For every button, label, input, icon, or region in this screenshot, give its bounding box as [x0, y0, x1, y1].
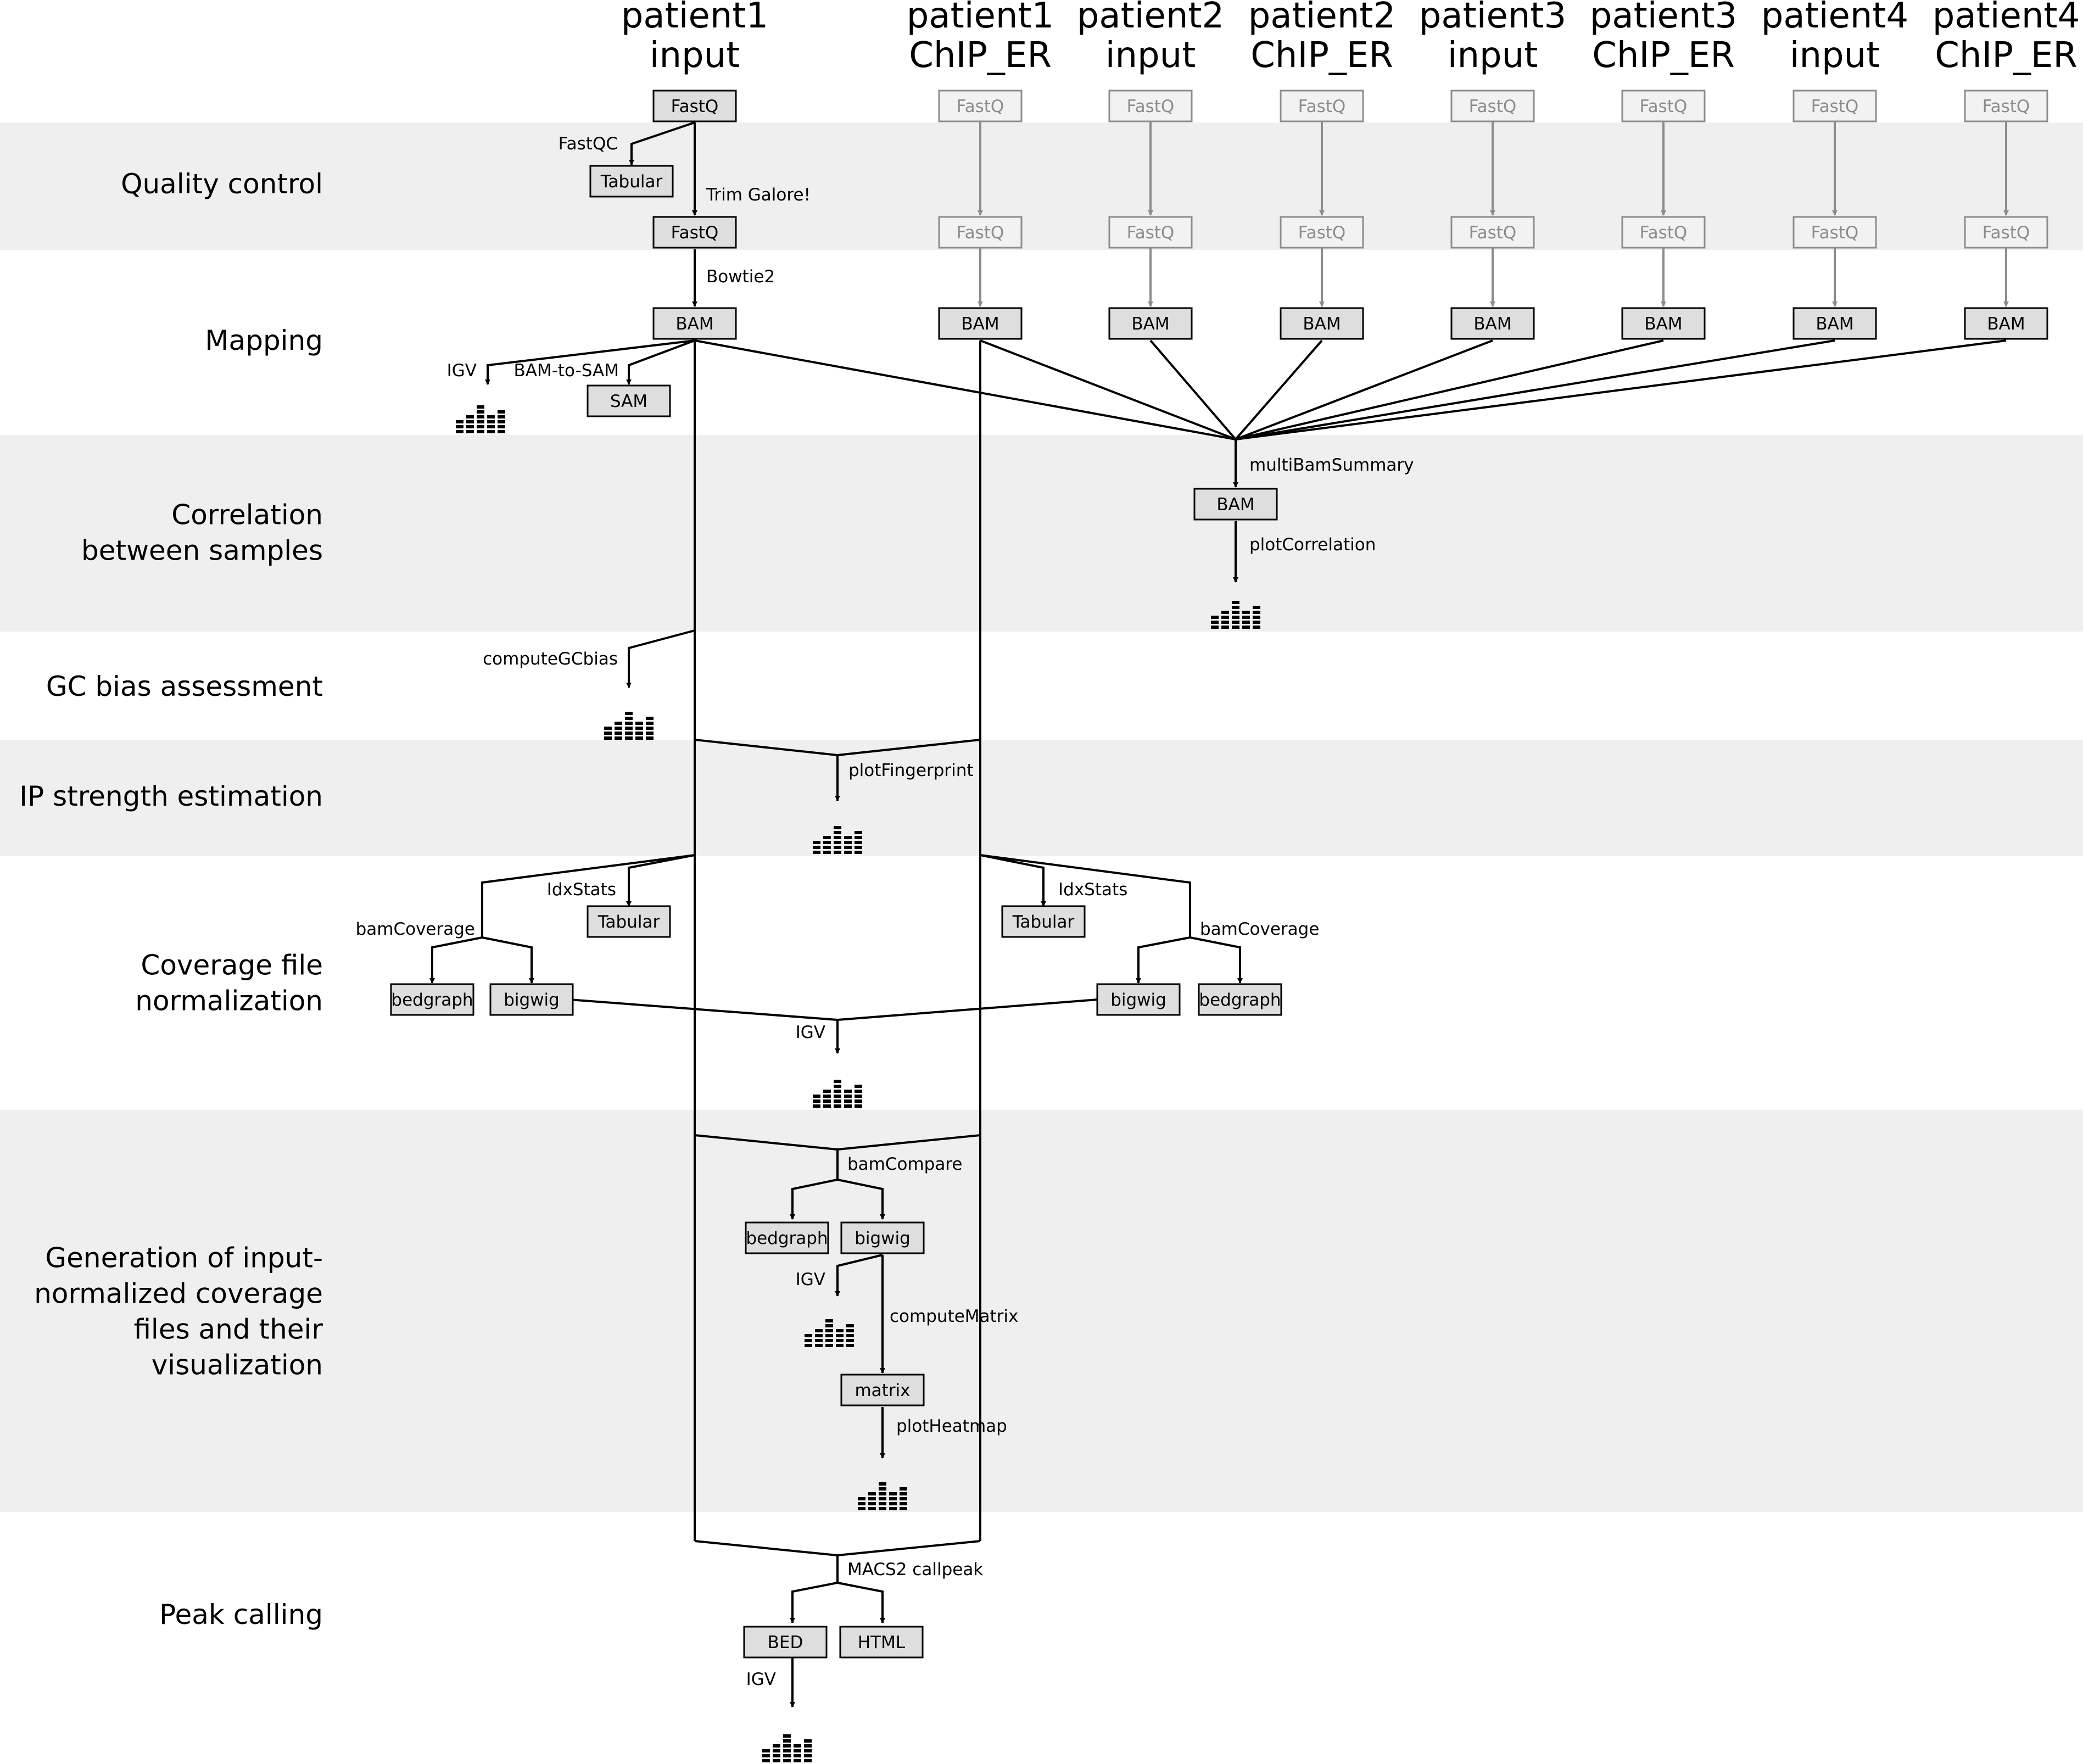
stage-label-coverage: normalization	[135, 985, 323, 1017]
svg-text:BAM: BAM	[1816, 314, 1854, 334]
bam-node	[1451, 308, 1534, 339]
fastq-trimmed-node-faded	[1794, 217, 1876, 248]
svg-text:BAM: BAM	[1303, 314, 1341, 334]
stage-label-inputnorm: normalized coverage	[34, 1277, 323, 1310]
stage-label-inputnorm: files and their	[133, 1313, 323, 1346]
tool-label-igv-peak: IGV	[746, 1670, 776, 1689]
bar-chart-icon	[604, 712, 654, 740]
edge-bamcoverage-to-bedgraph	[432, 937, 482, 983]
column-header-line2: input	[649, 35, 740, 76]
edge-p2chip-to-multibam	[1236, 340, 1322, 439]
svg-text:BAM: BAM	[1987, 314, 2025, 334]
column-header-line1: patient4	[1761, 0, 1909, 36]
edge-macs2-to-bed	[792, 1583, 837, 1623]
svg-text:FastQ: FastQ	[1639, 223, 1688, 243]
fastq-trimmed-node-faded	[1281, 217, 1363, 248]
svg-text:Tabular: Tabular	[597, 912, 660, 932]
edge-p4input-to-multibam	[1236, 340, 1835, 439]
tool-label-bamcoverage-input: bamCoverage	[355, 919, 475, 939]
svg-text:HTML: HTML	[857, 1633, 906, 1653]
svg-text:FastQ: FastQ	[1639, 97, 1688, 116]
svg-text:BAM: BAM	[1644, 314, 1683, 334]
fastq-raw-node-faded	[1451, 91, 1534, 121]
svg-text:BAM: BAM	[1473, 314, 1512, 334]
svg-text:FastQ: FastQ	[1811, 223, 1859, 243]
bam-node	[1622, 308, 1705, 339]
matrix-node	[841, 1375, 924, 1405]
tabular-qc-node	[590, 166, 673, 197]
svg-text:matrix: matrix	[855, 1381, 911, 1400]
svg-text:BED: BED	[767, 1633, 803, 1653]
svg-text:FastQ: FastQ	[1982, 223, 2030, 243]
column-header-line1: patient2	[1076, 0, 1225, 36]
bam-node	[939, 308, 1021, 339]
edge-bamcoverage-chip-to-bigwig	[1138, 937, 1190, 983]
sam-node	[588, 386, 670, 416]
tool-label-idxstats-chip: IdxStats	[1058, 880, 1128, 900]
tool-label-trim-galore: Trim Galore!	[706, 185, 811, 205]
svg-text:FastQ: FastQ	[1298, 223, 1346, 243]
multibam-node	[1194, 489, 1277, 520]
edge-bigwig-input-to-igv	[569, 1000, 837, 1020]
fastq-raw-node-faded	[1622, 91, 1705, 121]
svg-text:FastQ: FastQ	[956, 223, 1004, 243]
tool-label-bam-to-sam: BAM-to-SAM	[513, 361, 619, 381]
idxstats-chip-tabular-node	[1002, 906, 1085, 937]
fastq-raw-node-faded	[1794, 91, 1876, 121]
edge-p2input-to-multibam	[1151, 340, 1236, 439]
edge-p4chip-to-multibam	[1236, 340, 2006, 439]
tool-label-multibamsummary: multiBamSummary	[1249, 455, 1414, 475]
tool-label-bamcoverage-chip: bamCoverage	[1200, 919, 1320, 939]
svg-text:bigwig: bigwig	[1110, 990, 1166, 1010]
edge-macs2-chip	[837, 1541, 980, 1555]
tool-label-igv-compare: IGV	[795, 1270, 825, 1289]
svg-text:bedgraph: bedgraph	[746, 1229, 828, 1248]
edge-bigwig-chip-to-igv	[837, 1000, 1098, 1020]
bam-node	[1965, 308, 2047, 339]
peak-bed-node	[744, 1627, 827, 1657]
stage-label-gcbias: GC bias assessment	[46, 671, 323, 702]
stage-label-inputnorm: Generation of input-	[45, 1242, 323, 1274]
column-header-line1: patient4	[1932, 0, 2080, 36]
svg-text:bedgraph: bedgraph	[1199, 990, 1281, 1010]
svg-text:SAM: SAM	[610, 392, 648, 411]
edge-macs2-input	[695, 1541, 837, 1555]
tool-label-macs2: MACS2 callpeak	[847, 1560, 984, 1579]
fastq-trimmed-node	[654, 217, 736, 248]
svg-text:BAM: BAM	[1216, 495, 1255, 515]
edge-macs2-to-html	[837, 1583, 883, 1623]
column-header-line1: patient3	[1419, 0, 1567, 36]
band-input-normalized	[0, 1110, 2083, 1512]
bedgraph-input-node	[391, 984, 473, 1015]
column-header-line1: patient3	[1589, 0, 1738, 36]
fastq-raw-node-faded	[1281, 91, 1363, 121]
svg-text:FastQ: FastQ	[1982, 97, 2030, 116]
stage-label-correlation: between samples	[81, 534, 323, 567]
edge-p3chip-to-multibam	[1236, 340, 1663, 439]
stage-label-coverage: Coverage file	[141, 949, 323, 981]
fastq-trimmed-node-faded	[939, 217, 1021, 248]
column-header-line1: patient1	[906, 0, 1054, 36]
bam-node	[1109, 308, 1192, 339]
stage-label-inputnorm: visualization	[151, 1349, 323, 1381]
fastq-raw-node	[654, 91, 736, 121]
idxstats-input-tabular-node	[588, 906, 670, 937]
edge-p1input-to-multibam	[695, 340, 1236, 439]
svg-text:FastQ: FastQ	[1126, 223, 1175, 243]
svg-text:bigwig: bigwig	[855, 1229, 911, 1248]
bamcompare-bigwig-node	[841, 1222, 924, 1253]
tool-label-plotheatmap: plotHeatmap	[896, 1416, 1007, 1436]
svg-text:bigwig: bigwig	[504, 990, 560, 1010]
fastq-trimmed-node-faded	[1965, 217, 2047, 248]
bigwig-input-node	[490, 984, 573, 1015]
svg-text:BAM: BAM	[675, 314, 714, 334]
tool-label-igv-mapping: IGV	[446, 361, 477, 381]
stage-label-qc: Quality control	[121, 168, 323, 200]
stage-label-mapping: Mapping	[205, 325, 323, 356]
bam-node	[1281, 308, 1363, 339]
svg-text:FastQ: FastQ	[1468, 223, 1517, 243]
peak-html-node	[840, 1627, 923, 1657]
tool-label-bowtie2: Bowtie2	[706, 267, 775, 287]
tool-label-idxstats-input: IdxStats	[546, 880, 616, 900]
tool-label-igv-coverage: IGV	[795, 1023, 825, 1042]
fastq-trimmed-node-faded	[1109, 217, 1192, 248]
bam-node	[1794, 308, 1876, 339]
svg-text:Tabular: Tabular	[600, 172, 663, 192]
tool-label-bamcompare: bamCompare	[847, 1154, 963, 1174]
stage-label-correlation: Correlation	[171, 499, 323, 531]
tool-label-fastqc: FastQC	[558, 134, 618, 154]
fastq-raw-node-faded	[939, 91, 1021, 121]
fastq-raw-node-faded	[1109, 91, 1192, 121]
column-header-line1: patient2	[1248, 0, 1396, 36]
stage-label-peak: Peak calling	[159, 1599, 323, 1631]
stage-label-ipstrength: IP strength estimation	[19, 780, 323, 812]
tool-label-computegcbias: computeGCbias	[483, 649, 618, 669]
column-header-line2: ChIP_ER	[909, 35, 1052, 76]
edge-p1chip-to-multibam	[980, 340, 1236, 439]
column-header-line1: patient1	[621, 0, 769, 36]
bar-chart-icon	[762, 1734, 812, 1762]
tool-label-plotfingerprint: plotFingerprint	[848, 761, 974, 780]
bar-chart-icon	[456, 405, 505, 433]
tool-label-plotcorrelation: plotCorrelation	[1249, 535, 1376, 555]
column-header-line2: ChIP_ER	[1592, 35, 1735, 76]
column-header-line2: input	[1447, 35, 1538, 76]
sample-column-headers	[621, 0, 2080, 76]
bamcompare-bedgraph-node	[746, 1222, 828, 1253]
svg-text:FastQ: FastQ	[1126, 97, 1175, 116]
bedgraph-chip-node	[1199, 984, 1281, 1015]
column-header-line2: input	[1789, 35, 1880, 76]
svg-text:Tabular: Tabular	[1012, 912, 1075, 932]
svg-text:FastQ: FastQ	[1468, 97, 1517, 116]
svg-text:FastQ: FastQ	[671, 97, 719, 116]
edge-computegcbias	[629, 630, 695, 688]
column-header-line2: input	[1105, 35, 1196, 76]
svg-text:FastQ: FastQ	[671, 223, 719, 243]
svg-text:FastQ: FastQ	[1811, 97, 1859, 116]
band-correlation	[0, 435, 2083, 632]
svg-text:FastQ: FastQ	[956, 97, 1004, 116]
tool-label-computematrix: computeMatrix	[890, 1307, 1019, 1326]
svg-text:BAM: BAM	[961, 314, 999, 334]
column-header-line2: ChIP_ER	[1935, 35, 2078, 76]
bigwig-chip-node	[1097, 984, 1180, 1015]
edge-bamcoverage-chip-to-bedgraph	[1190, 937, 1240, 983]
edge-bamcoverage-to-bigwig	[482, 937, 532, 983]
fastq-trimmed-node-faded	[1622, 217, 1705, 248]
column-header-line2: ChIP_ER	[1250, 35, 1393, 76]
fastq-trimmed-node-faded	[1451, 217, 1534, 248]
fastq-raw-node-faded	[1965, 91, 2047, 121]
bam-node	[654, 308, 736, 339]
svg-text:BAM: BAM	[1131, 314, 1170, 334]
svg-text:bedgraph: bedgraph	[391, 990, 473, 1010]
svg-text:FastQ: FastQ	[1298, 97, 1346, 116]
bar-chart-icon	[813, 1080, 862, 1108]
